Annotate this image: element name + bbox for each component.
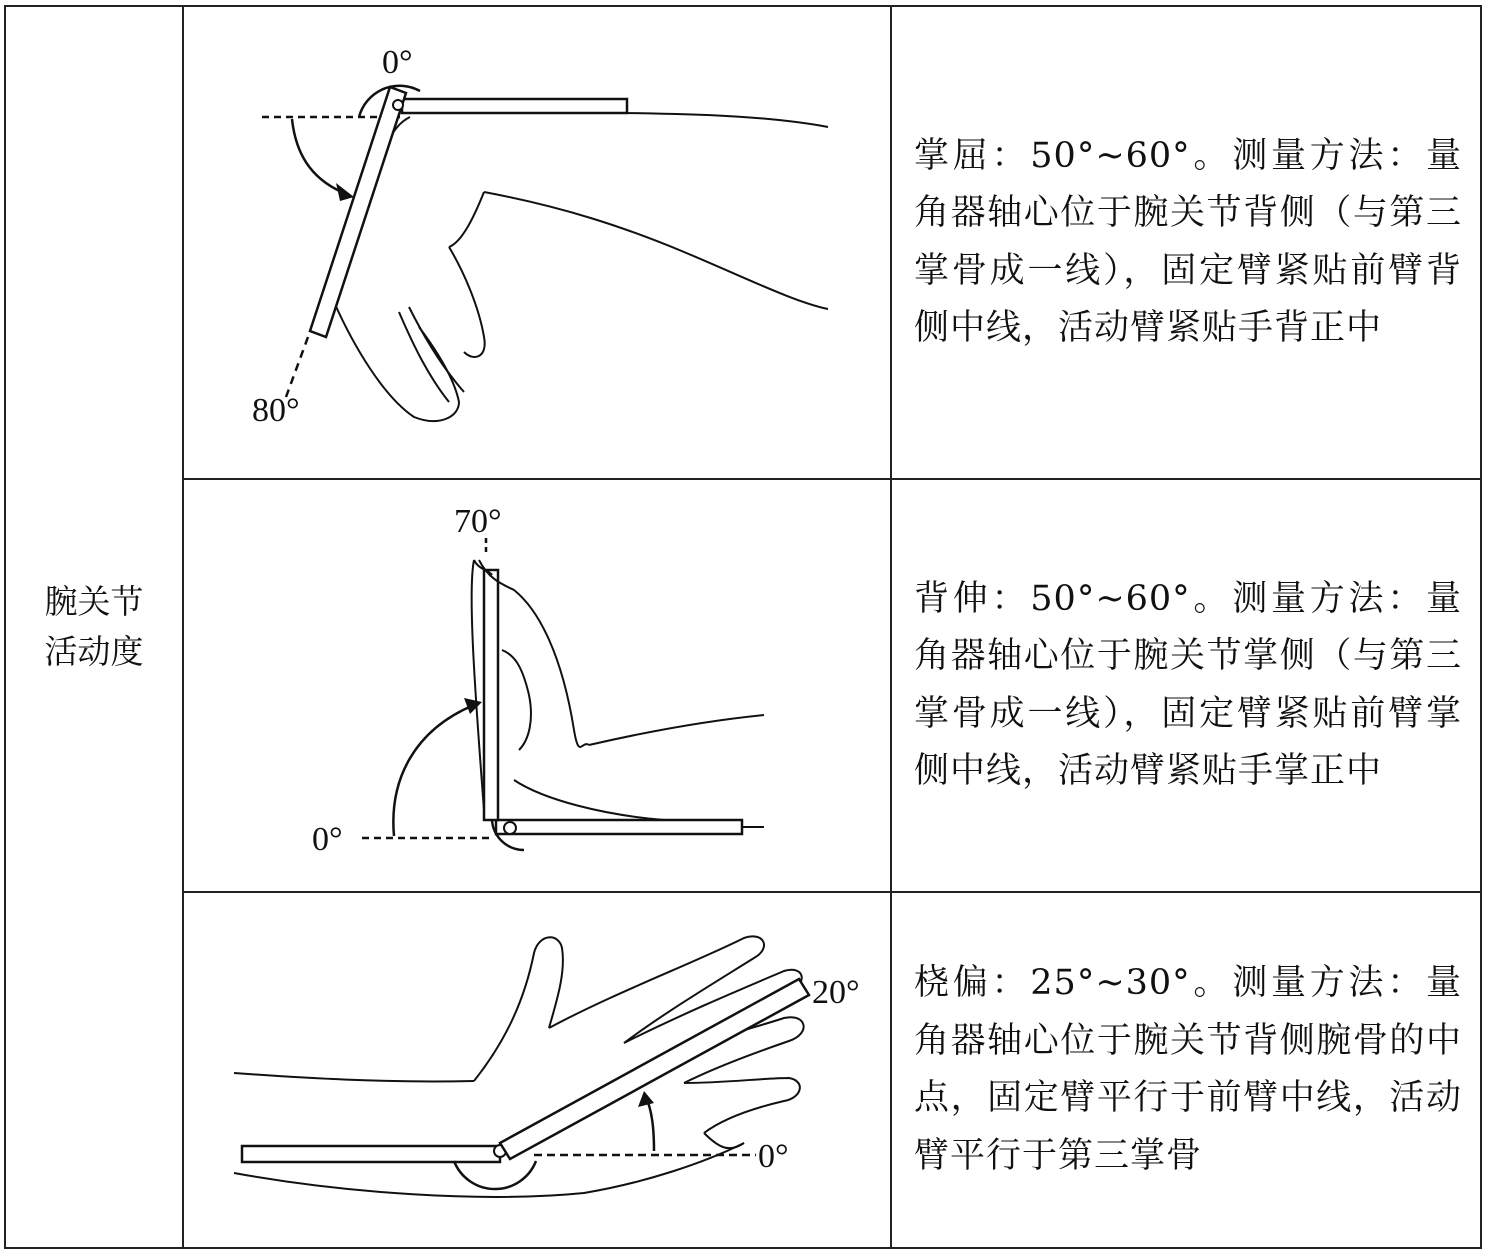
palmar-flexion-illustration <box>184 7 890 478</box>
bottom-angle-label: 0° <box>312 821 343 858</box>
bottom-angle-label: 0° <box>758 1138 789 1175</box>
top-angle-label: 70° <box>454 503 502 540</box>
description-cell <box>891 6 1481 479</box>
joint-label: 腕关节活动度 <box>44 582 144 671</box>
description-cell <box>891 892 1481 1248</box>
table-row <box>5 479 1481 892</box>
wrist-rom-table <box>4 5 1482 1249</box>
figure-cell-dorsal-extension <box>183 479 891 892</box>
dorsal-extension-description: 背伸：50°~60°。测量方法：量角器轴心位于腕关节掌侧（与第三掌骨成一线），固定臂紧贴前臂掌侧中线，活动臂紧贴手掌正中 <box>914 578 1462 791</box>
radial-deviation-illustration <box>184 893 890 1247</box>
description-cell <box>891 479 1481 892</box>
dorsal-extension-illustration <box>184 480 890 891</box>
top-angle-label: 20° <box>812 974 860 1011</box>
figure-cell-radial-deviation <box>183 892 891 1248</box>
palmar-flexion-description: 掌屈：50°~60°。测量方法：量角器轴心位于腕关节背侧（与第三掌骨成一线），固定臂紧贴前臂背侧中线，活动臂紧贴手背正中 <box>914 135 1462 348</box>
table-row <box>5 6 1481 479</box>
figure-cell-palmar-flexion <box>183 6 891 479</box>
radial-deviation-description: 桡偏：25°~30°。测量方法：量角器轴心位于腕关节背侧腕骨的中点，固定臂平行于前臂中线，活动臂平行于第三掌骨 <box>914 963 1462 1176</box>
top-angle-label: 0° <box>382 44 413 81</box>
joint-label-cell <box>5 6 183 1248</box>
table-row <box>5 892 1481 1248</box>
bottom-angle-label: 80° <box>252 392 300 429</box>
